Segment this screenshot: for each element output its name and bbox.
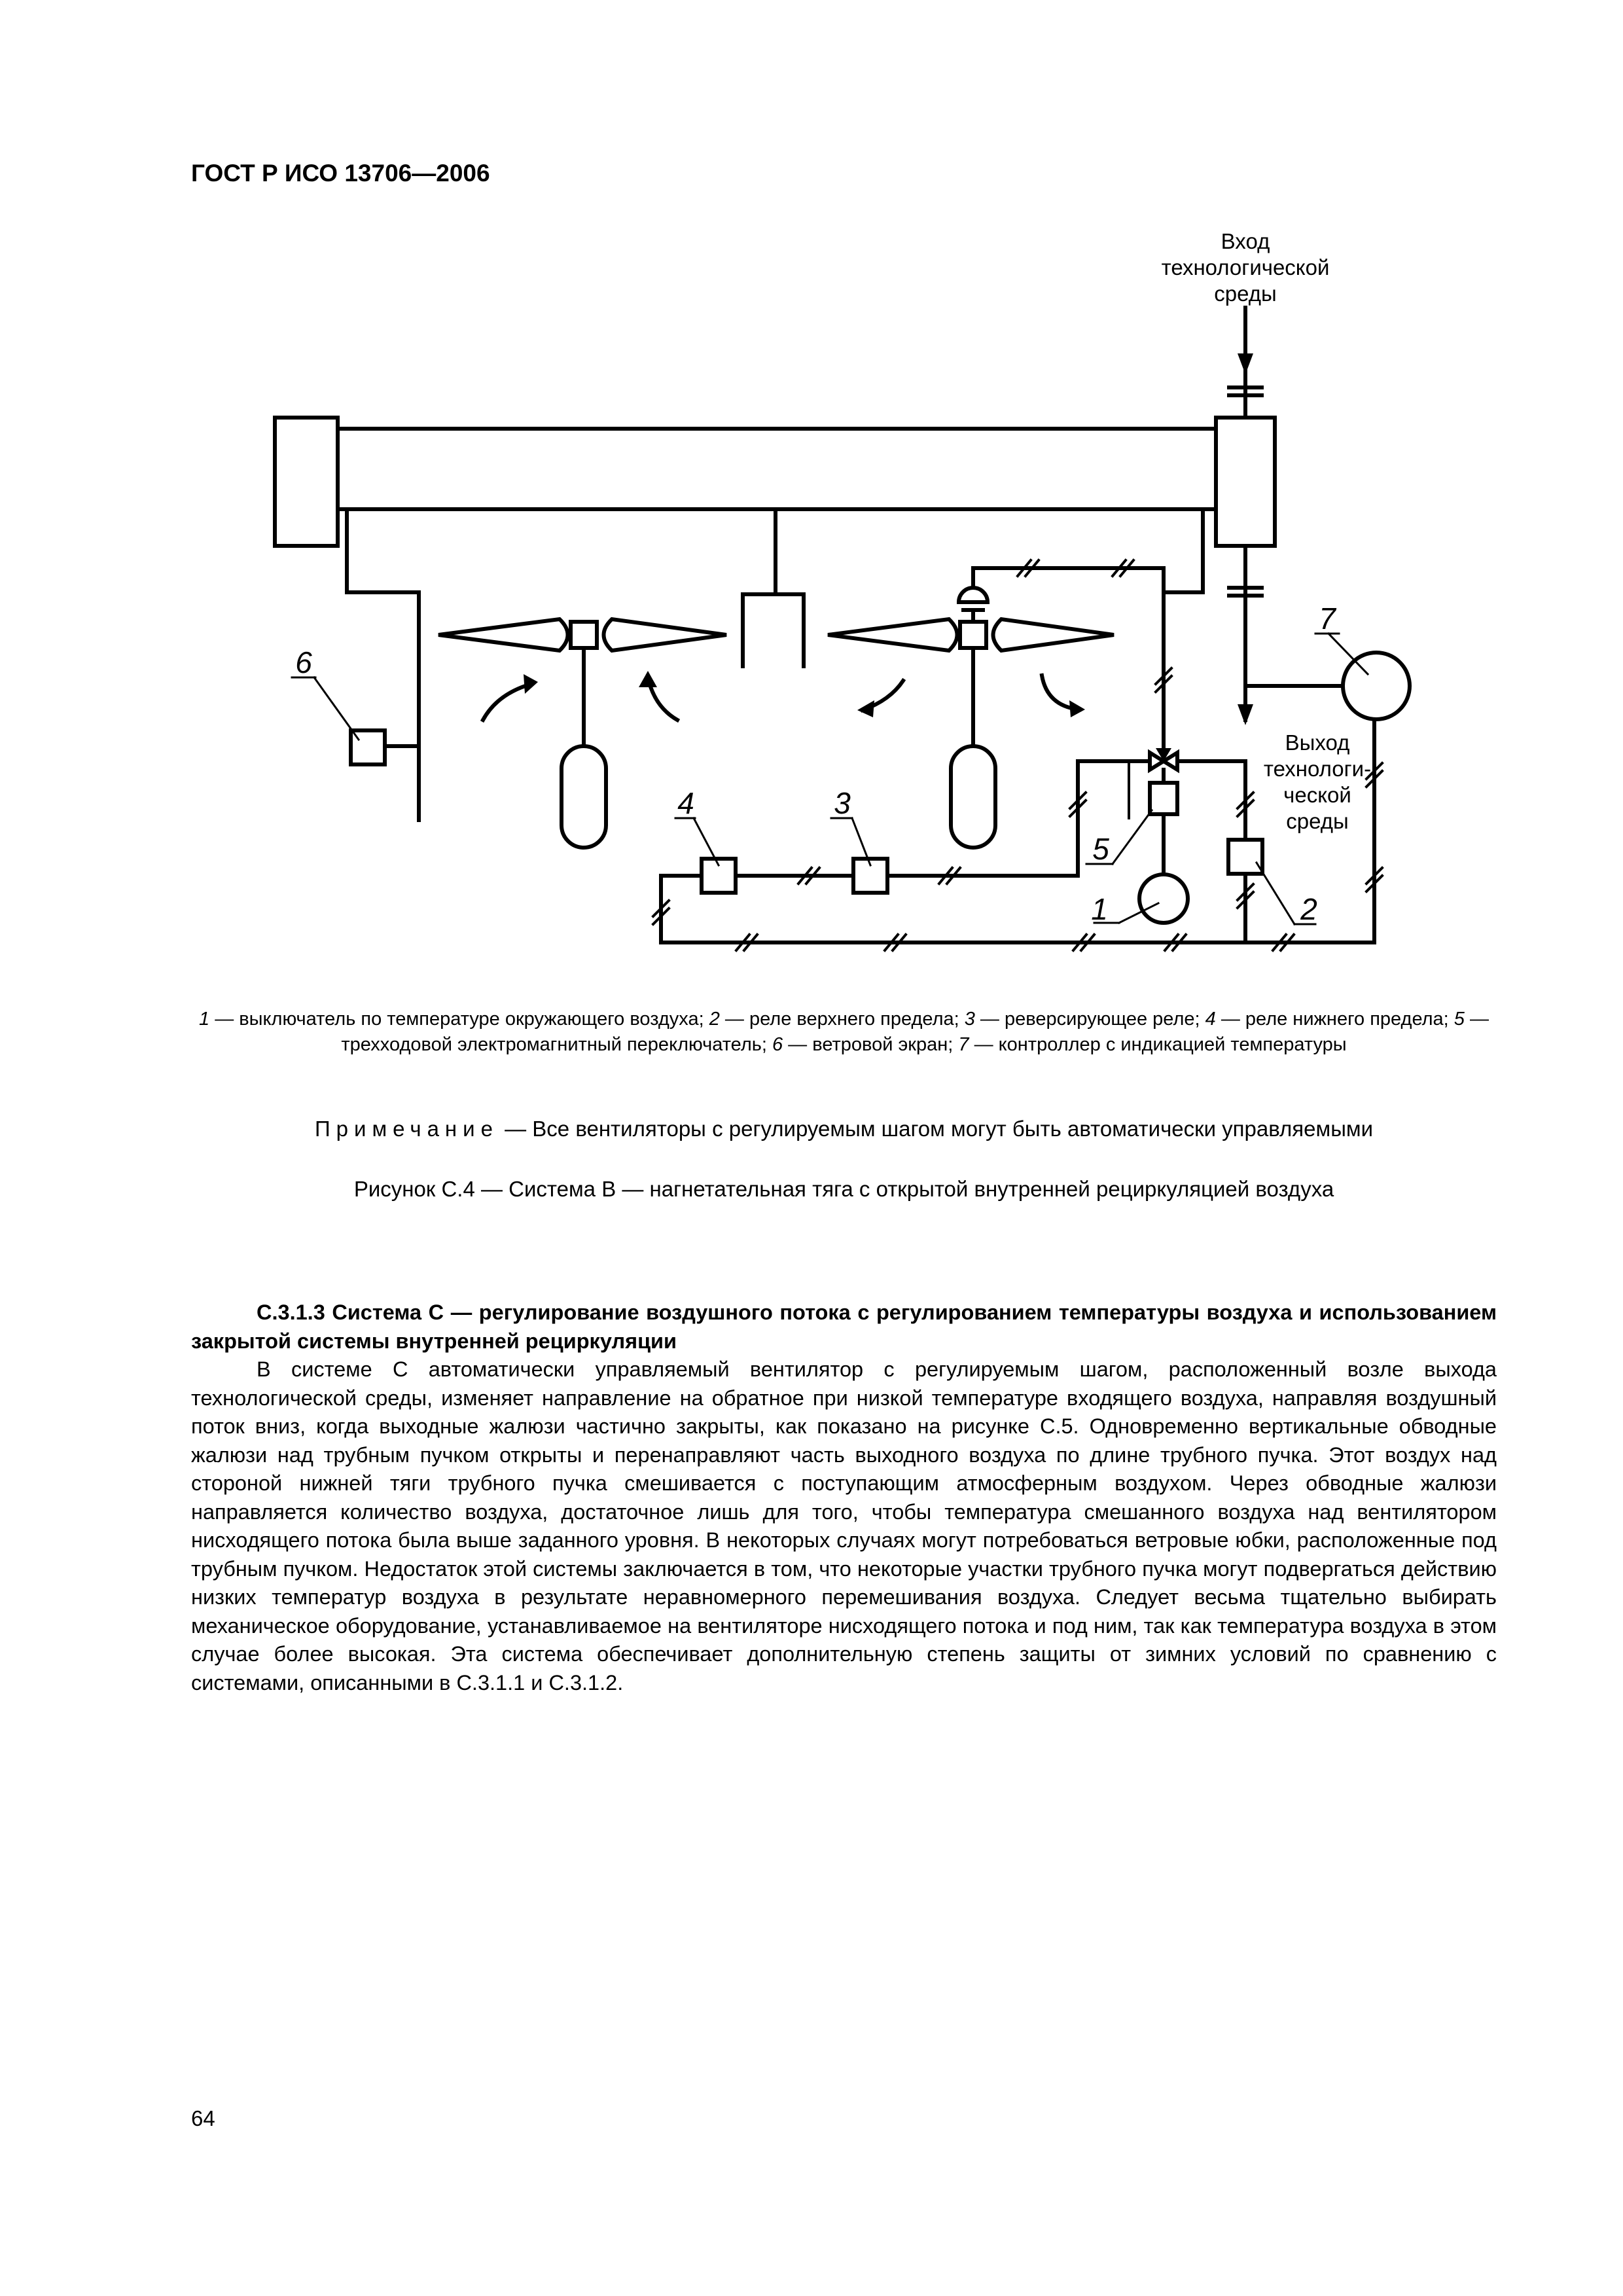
legend-text-7: — контроллер с индикацией температуры: [969, 1034, 1347, 1055]
schematic-figure: [0, 0, 1623, 995]
left-fan-blade-right: [604, 619, 727, 651]
outlet-label-line-4: среды: [1286, 809, 1349, 833]
legend-num-5: 5: [1454, 1009, 1465, 1030]
callout-2: 2: [1300, 892, 1317, 926]
figure-legend: [191, 1007, 1497, 1058]
control-line-actuator: [973, 568, 1164, 759]
section-body: В системе С автоматически управляемый вентилятор с регулируемым шагом, расположенный возле выхода технологической среды, изменяет направление на обратное при низкой температуре входящего воздуха, направляя воздушный поток вниз, когда выходные жалюзи частично закрыты, как показано на рисунке С.5. Одновременно вертикальные обводные жалюзи над трубным пучком открыты и перенаправляют часть выходного воздуха по длине трубного пучка. Этот воздух над стороной нижней тяги трубного пучка смешивается с поступающим атмосферным воздухом. Через обводные жалюзи направляется количество воздуха, достаточное лишь для того, чтобы температура смешанного воздуха над вентилятором нисходящего потока была выше заданного уровня. В некоторых случаях могут потребоваться ветровые юбки, расположенные под трубным пучком. Недостаток этой системы заключается в том, что некоторые участки трубного пучка могут подвергаться действию низких температур воздуха в результате неравномерного перемешивания воздуха. Следует весьма тщательно выбирать механическое оборудование, устанавливаемое на вентиляторе нисходящего потока и под ним, так как температура воздуха в этом случае более высокая. Эта система обеспечивает дополнительную степень защиты от зимних условий по сравнению с системами, описанными в С.3.1.1 и С.3.1.2.: [191, 1357, 1497, 1695]
legend-text-6: — ветровой экран;: [783, 1034, 959, 1055]
left-fan-hub: [571, 622, 597, 648]
legend-text-1: — выключатель по температуре окружающего воздуха;: [209, 1009, 709, 1030]
ambient-temp-switch-1: [1139, 874, 1188, 923]
signal-marks: [653, 560, 1382, 950]
high-limit-relay-2: [1228, 840, 1262, 874]
leader-6: [314, 677, 359, 740]
right-header-box: [1216, 418, 1275, 546]
outlet-label-line-3: ческой: [1283, 783, 1351, 807]
callout-3: 3: [834, 786, 851, 820]
callout-5: 5: [1092, 832, 1109, 866]
legend-num-4: 4: [1205, 1009, 1216, 1030]
right-fan-motor: [951, 746, 995, 848]
legend-text-3: — реверсирующее реле;: [974, 1009, 1205, 1030]
system-b-diagram: [0, 0, 1623, 995]
legend-num-6: 6: [772, 1034, 783, 1055]
outlet-label-line-1: Выход: [1285, 730, 1350, 755]
inlet-arrowhead: [1238, 353, 1253, 374]
callout-4: 4: [677, 786, 694, 820]
right-fan-blade-right: [993, 619, 1115, 651]
leader-5: [1113, 810, 1152, 864]
outlet-label-line-2: технологи-: [1263, 757, 1372, 781]
note-label: Примечание: [314, 1117, 499, 1141]
switch-actuator: [1150, 783, 1177, 814]
left-airflow-arrow-1: [483, 684, 531, 720]
legend-num-7: 7: [958, 1034, 969, 1055]
leader-2: [1257, 863, 1294, 924]
legend-num-2: 2: [709, 1009, 720, 1030]
legend-text-5: — трехходовой электромагнитный переключатель;: [341, 1009, 1489, 1055]
inlet-label-line-2: технологической: [1161, 255, 1330, 279]
note-text: — Все вентиляторы с регулируемым шагом могут быть автоматически управляемыми: [498, 1117, 1374, 1141]
left-header-box: [275, 418, 338, 546]
document-header: ГОСТ Р ИСО 13706—2006: [191, 160, 490, 187]
callout-7: 7: [1319, 601, 1336, 636]
inlet-label-line-1: Вход: [1221, 229, 1270, 253]
legend-text-2: — реле верхнего предела;: [719, 1009, 965, 1030]
pitch-actuator: [959, 588, 988, 602]
legend-num-3: 3: [964, 1009, 975, 1030]
legend-text-4: — реле нижнего предела;: [1215, 1009, 1454, 1030]
outlet-arrowhead: [1238, 704, 1253, 725]
page-number: 64: [191, 2106, 215, 2130]
left-fan-motor: [562, 746, 606, 848]
center-plenum: [743, 594, 804, 666]
temperature-controller-7: [1343, 653, 1410, 719]
wind-screen-line: [347, 509, 419, 820]
callout-6: 6: [295, 645, 312, 679]
right-fan-blade-left: [828, 619, 957, 651]
section-heading: С.3.1.3 Система С — регулирование воздушного потока с регулированием температуры воздуха и использованием закрытой системы внутренней рециркуляции: [191, 1300, 1497, 1353]
figure-note: [191, 1117, 1497, 1141]
inlet-label-line-3: среды: [1214, 281, 1277, 306]
control-loop: [661, 720, 1374, 942]
left-fan-blade-left: [438, 619, 568, 651]
section-c-3-1-3: [191, 1299, 1497, 1697]
callout-1: 1: [1091, 892, 1108, 926]
figure-title: Рисунок С.4 — Система В — нагнетательная тяга с открытой внутренней рециркуляцией воздуха: [353, 1177, 1334, 1201]
right-fan-hub: [960, 622, 986, 648]
legend-num-1: 1: [199, 1009, 210, 1030]
